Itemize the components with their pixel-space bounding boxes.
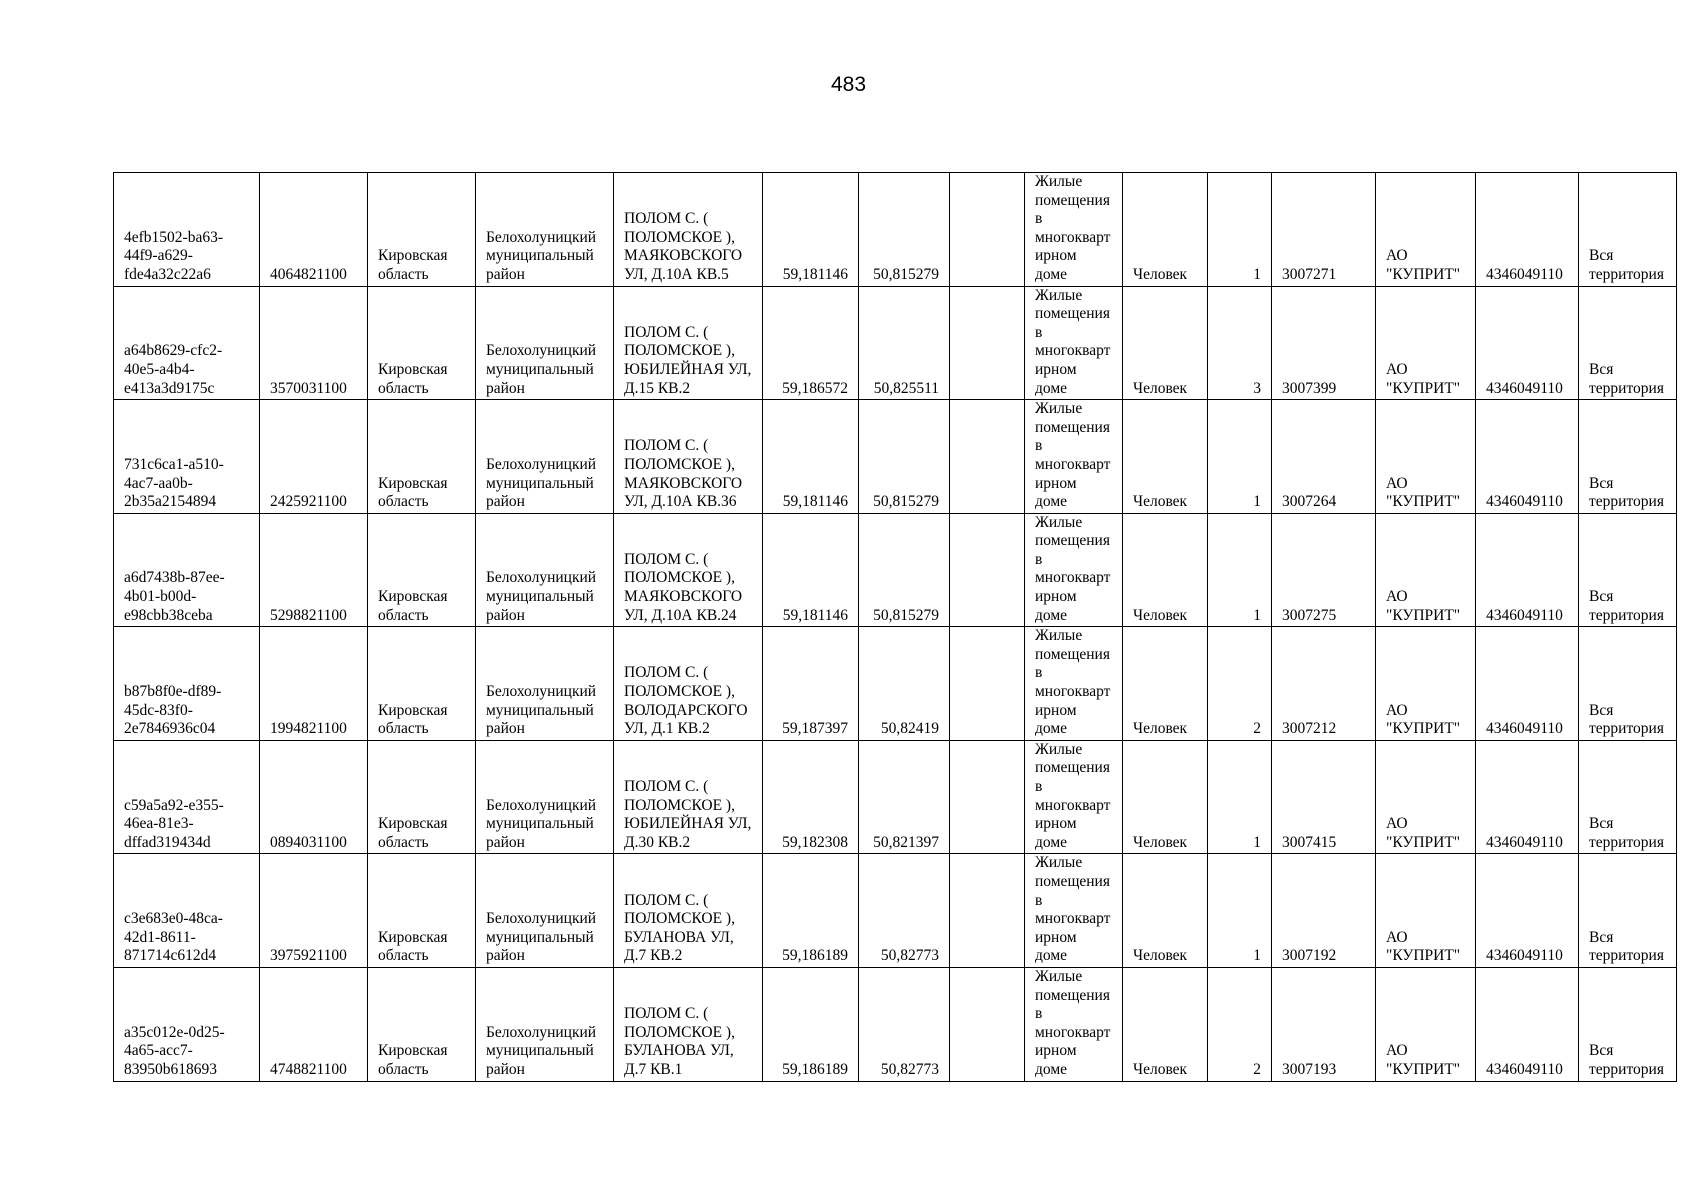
- cell-region: Кировская область: [368, 627, 476, 741]
- cell-latitude: 59,186189: [763, 854, 859, 968]
- cell-code: 0894031100: [260, 740, 368, 854]
- cell-id: c59a5a92-e355-46ea-81e3-dffad319434d: [114, 740, 260, 854]
- cell-count: 1: [1208, 740, 1272, 854]
- cell-latitude: 59,181146: [763, 173, 859, 287]
- cell-count: 1: [1208, 513, 1272, 627]
- cell-account: 3007192: [1272, 854, 1376, 968]
- cell-longitude: 50,82773: [859, 854, 950, 968]
- table-body: [114, 173, 1677, 1082]
- cell-district: Белохолуницкий муниципальный район: [476, 627, 614, 741]
- cell-territory: Вся территория: [1579, 173, 1677, 287]
- cell-longitude: 50,815279: [859, 173, 950, 287]
- cell-inn: 4346049110: [1476, 740, 1579, 854]
- cell-district: Белохолуницкий муниципальный район: [476, 967, 614, 1081]
- cell-id: b87b8f0e-df89-45dc-83f0-2e7846936c04: [114, 627, 260, 741]
- cell-longitude: 50,821397: [859, 740, 950, 854]
- cell-unit: Человек: [1123, 513, 1208, 627]
- cell-purpose: Жилые помещения в многоквартирном доме: [1025, 513, 1123, 627]
- table-row: [114, 627, 1677, 741]
- cell-region: Кировская область: [368, 286, 476, 400]
- cell-purpose: Жилые помещения в многоквартирном доме: [1025, 854, 1123, 968]
- cell-count: 3: [1208, 286, 1272, 400]
- cell-longitude: 50,82419: [859, 627, 950, 741]
- cell-empty: [950, 854, 1025, 968]
- cell-id: 4efb1502-ba63-44f9-a629-fde4a32c22a6: [114, 173, 260, 287]
- cell-organization: АО "КУПРИТ": [1376, 400, 1476, 514]
- cell-organization: АО "КУПРИТ": [1376, 513, 1476, 627]
- cell-empty: [950, 740, 1025, 854]
- cell-district: Белохолуницкий муниципальный район: [476, 173, 614, 287]
- cell-account: 3007193: [1272, 967, 1376, 1081]
- table-row: [114, 286, 1677, 400]
- cell-latitude: 59,181146: [763, 513, 859, 627]
- cell-purpose: Жилые помещения в многоквартирном доме: [1025, 400, 1123, 514]
- cell-inn: 4346049110: [1476, 173, 1579, 287]
- cell-unit: Человек: [1123, 627, 1208, 741]
- cell-address: ПОЛОМ С. ( ПОЛОМСКОЕ ), МАЯКОВСКОГО УЛ, Д.10А КВ.36: [614, 400, 763, 514]
- cell-empty: [950, 513, 1025, 627]
- cell-region: Кировская область: [368, 740, 476, 854]
- cell-district: Белохолуницкий муниципальный район: [476, 400, 614, 514]
- cell-code: 3975921100: [260, 854, 368, 968]
- cell-inn: 4346049110: [1476, 627, 1579, 741]
- cell-latitude: 59,186572: [763, 286, 859, 400]
- cell-empty: [950, 400, 1025, 514]
- cell-inn: 4346049110: [1476, 286, 1579, 400]
- cell-code: 3570031100: [260, 286, 368, 400]
- cell-purpose: Жилые помещения в многоквартирном доме: [1025, 173, 1123, 287]
- cell-empty: [950, 286, 1025, 400]
- table-row: [114, 173, 1677, 287]
- cell-longitude: 50,815279: [859, 513, 950, 627]
- cell-inn: 4346049110: [1476, 513, 1579, 627]
- cell-address: ПОЛОМ С. ( ПОЛОМСКОЕ ), ЮБИЛЕЙНАЯ УЛ, Д.15 КВ.2: [614, 286, 763, 400]
- cell-territory: Вся территория: [1579, 740, 1677, 854]
- cell-id: a64b8629-cfc2-40e5-a4b4-e413a3d9175c: [114, 286, 260, 400]
- cell-region: Кировская область: [368, 854, 476, 968]
- cell-territory: Вся территория: [1579, 854, 1677, 968]
- cell-count: 1: [1208, 173, 1272, 287]
- cell-account: 3007415: [1272, 740, 1376, 854]
- cell-longitude: 50,82773: [859, 967, 950, 1081]
- cell-account: 3007399: [1272, 286, 1376, 400]
- cell-count: 2: [1208, 967, 1272, 1081]
- cell-inn: 4346049110: [1476, 400, 1579, 514]
- cell-count: 2: [1208, 627, 1272, 741]
- page-number: 483: [830, 73, 867, 96]
- registry-table: [113, 172, 1677, 1082]
- cell-district: Белохолуницкий муниципальный район: [476, 513, 614, 627]
- cell-id: a35c012e-0d25-4a65-acc7-83950b618693: [114, 967, 260, 1081]
- cell-region: Кировская область: [368, 967, 476, 1081]
- cell-code: 4748821100: [260, 967, 368, 1081]
- cell-address: ПОЛОМ С. ( ПОЛОМСКОЕ ), ЮБИЛЕЙНАЯ УЛ, Д.30 КВ.2: [614, 740, 763, 854]
- cell-purpose: Жилые помещения в многоквартирном доме: [1025, 627, 1123, 741]
- cell-account: 3007275: [1272, 513, 1376, 627]
- cell-account: 3007212: [1272, 627, 1376, 741]
- cell-territory: Вся территория: [1579, 627, 1677, 741]
- cell-account: 3007264: [1272, 400, 1376, 514]
- cell-empty: [950, 967, 1025, 1081]
- table-row: [114, 967, 1677, 1081]
- cell-longitude: 50,815279: [859, 400, 950, 514]
- cell-purpose: Жилые помещения в многоквартирном доме: [1025, 967, 1123, 1081]
- cell-latitude: 59,182308: [763, 740, 859, 854]
- cell-unit: Человек: [1123, 173, 1208, 287]
- cell-organization: АО "КУПРИТ": [1376, 854, 1476, 968]
- cell-unit: Человек: [1123, 400, 1208, 514]
- cell-district: Белохолуницкий муниципальный район: [476, 286, 614, 400]
- cell-code: 1994821100: [260, 627, 368, 741]
- cell-address: ПОЛОМ С. ( ПОЛОМСКОЕ ), БУЛАНОВА УЛ, Д.7 КВ.2: [614, 854, 763, 968]
- cell-address: ПОЛОМ С. ( ПОЛОМСКОЕ ), МАЯКОВСКОГО УЛ, Д.10А КВ.5: [614, 173, 763, 287]
- table-row: [114, 854, 1677, 968]
- cell-address: ПОЛОМ С. ( ПОЛОМСКОЕ ), ВОЛОДАРСКОГО УЛ, Д.1 КВ.2: [614, 627, 763, 741]
- cell-inn: 4346049110: [1476, 854, 1579, 968]
- cell-count: 1: [1208, 854, 1272, 968]
- cell-region: Кировская область: [368, 173, 476, 287]
- cell-region: Кировская область: [368, 513, 476, 627]
- cell-unit: Человек: [1123, 740, 1208, 854]
- cell-organization: АО "КУПРИТ": [1376, 967, 1476, 1081]
- cell-latitude: 59,187397: [763, 627, 859, 741]
- cell-inn: 4346049110: [1476, 967, 1579, 1081]
- cell-unit: Человек: [1123, 854, 1208, 968]
- cell-latitude: 59,181146: [763, 400, 859, 514]
- cell-empty: [950, 173, 1025, 287]
- cell-organization: АО "КУПРИТ": [1376, 627, 1476, 741]
- cell-id: 731c6ca1-a510-4ac7-aa0b-2b35a2154894: [114, 400, 260, 514]
- cell-purpose: Жилые помещения в многоквартирном доме: [1025, 740, 1123, 854]
- cell-code: 5298821100: [260, 513, 368, 627]
- cell-code: 4064821100: [260, 173, 368, 287]
- table-row: [114, 740, 1677, 854]
- cell-region: Кировская область: [368, 400, 476, 514]
- cell-territory: Вся территория: [1579, 513, 1677, 627]
- cell-account: 3007271: [1272, 173, 1376, 287]
- cell-unit: Человек: [1123, 286, 1208, 400]
- cell-empty: [950, 627, 1025, 741]
- cell-code: 2425921100: [260, 400, 368, 514]
- cell-address: ПОЛОМ С. ( ПОЛОМСКОЕ ), МАЯКОВСКОГО УЛ, Д.10А КВ.24: [614, 513, 763, 627]
- cell-address: ПОЛОМ С. ( ПОЛОМСКОЕ ), БУЛАНОВА УЛ, Д.7 КВ.1: [614, 967, 763, 1081]
- cell-longitude: 50,825511: [859, 286, 950, 400]
- table-row: [114, 400, 1677, 514]
- cell-organization: АО "КУПРИТ": [1376, 173, 1476, 287]
- cell-count: 1: [1208, 400, 1272, 514]
- cell-id: a6d7438b-87ee-4b01-b00d-e98cbb38ceba: [114, 513, 260, 627]
- cell-purpose: Жилые помещения в многоквартирном доме: [1025, 286, 1123, 400]
- cell-organization: АО "КУПРИТ": [1376, 286, 1476, 400]
- cell-territory: Вся территория: [1579, 400, 1677, 514]
- cell-district: Белохолуницкий муниципальный район: [476, 740, 614, 854]
- cell-district: Белохолуницкий муниципальный район: [476, 854, 614, 968]
- cell-unit: Человек: [1123, 967, 1208, 1081]
- cell-organization: АО "КУПРИТ": [1376, 740, 1476, 854]
- table-row: [114, 513, 1677, 627]
- cell-id: c3e683e0-48ca-42d1-8611-871714c612d4: [114, 854, 260, 968]
- cell-territory: Вся территория: [1579, 967, 1677, 1081]
- cell-territory: Вся территория: [1579, 286, 1677, 400]
- cell-latitude: 59,186189: [763, 967, 859, 1081]
